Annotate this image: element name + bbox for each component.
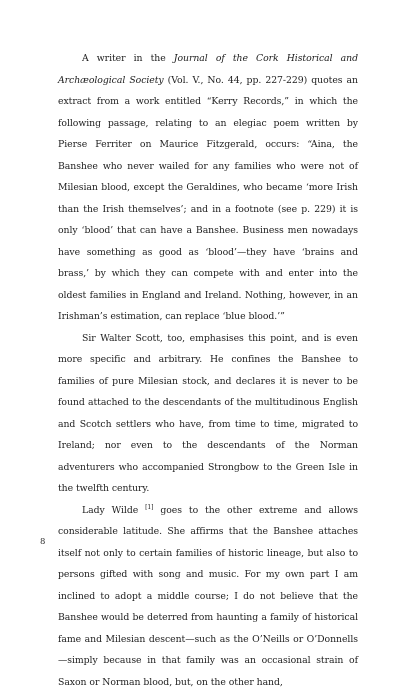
- paragraph-1-body: (Vol. V., No. 44, pp. 227-229) quotes an extract from a work entitled “Kerry Records,” in which the following passage, relating to an elegiac poem written by Pierse Ferriter on Maurice Fitzgerald, occurs: “Aina, the Banshee who never wailed for any families who were not of Milesian blood, except the Geraldines, who became ‘more Irish than the Irish themselves’; and in a footnote (see p. 229) it is only ‘blood’ that can have a Banshee. Business men nowadays have something as good as ‘blood’—they have ‘brains and brass,’ by which they can compete with and enter into the oldest families in England and Ireland. Nothing, however, in an Irishman’s estimation, can replace ‘blue blood.’”: [58, 75, 358, 323]
- paragraph-3-lead: Lady Wilde: [82, 505, 145, 516]
- paragraph-1: [58, 48, 358, 328]
- paragraph-3-body: goes to the other extreme and allows considerable latitude. She affirms that the Banshee attaches itself not only to certain families of historic lineage, but also to persons gifted with song and music. For my own part I am inclined to adopt a middle course; I do not believe that the Banshee would be deterred from haunting a family of historical fame and Milesian descent—such as the O’Neills or O’Donnells—simply because in that family was an occasional strain of Saxon or Norman blood, but, on the other hand,: [58, 505, 358, 688]
- body-text: [58, 48, 358, 693]
- paragraph-1-lead: A writer in the: [82, 53, 174, 64]
- paragraph-3: [58, 500, 358, 693]
- paragraph-2: Sir Walter Scott, too, emphasises this point, and is even more specific and arbitrary. He confines the Banshee to families of pure Milesian stock, and declares it is never to be found attached to the descendants of the multitudinous English and Scotch settlers who have, from time to time, migrated to Ireland; nor even to the descendants of the Norman adventurers who accompanied Strongbow to the Green Isle in the twelfth century.: [58, 328, 358, 500]
- footnote-reference[interactable]: [1]: [145, 503, 153, 510]
- page-number: 8: [40, 537, 45, 547]
- journal-title: Journal of the Cork Historical and Archæological Society: [58, 53, 358, 86]
